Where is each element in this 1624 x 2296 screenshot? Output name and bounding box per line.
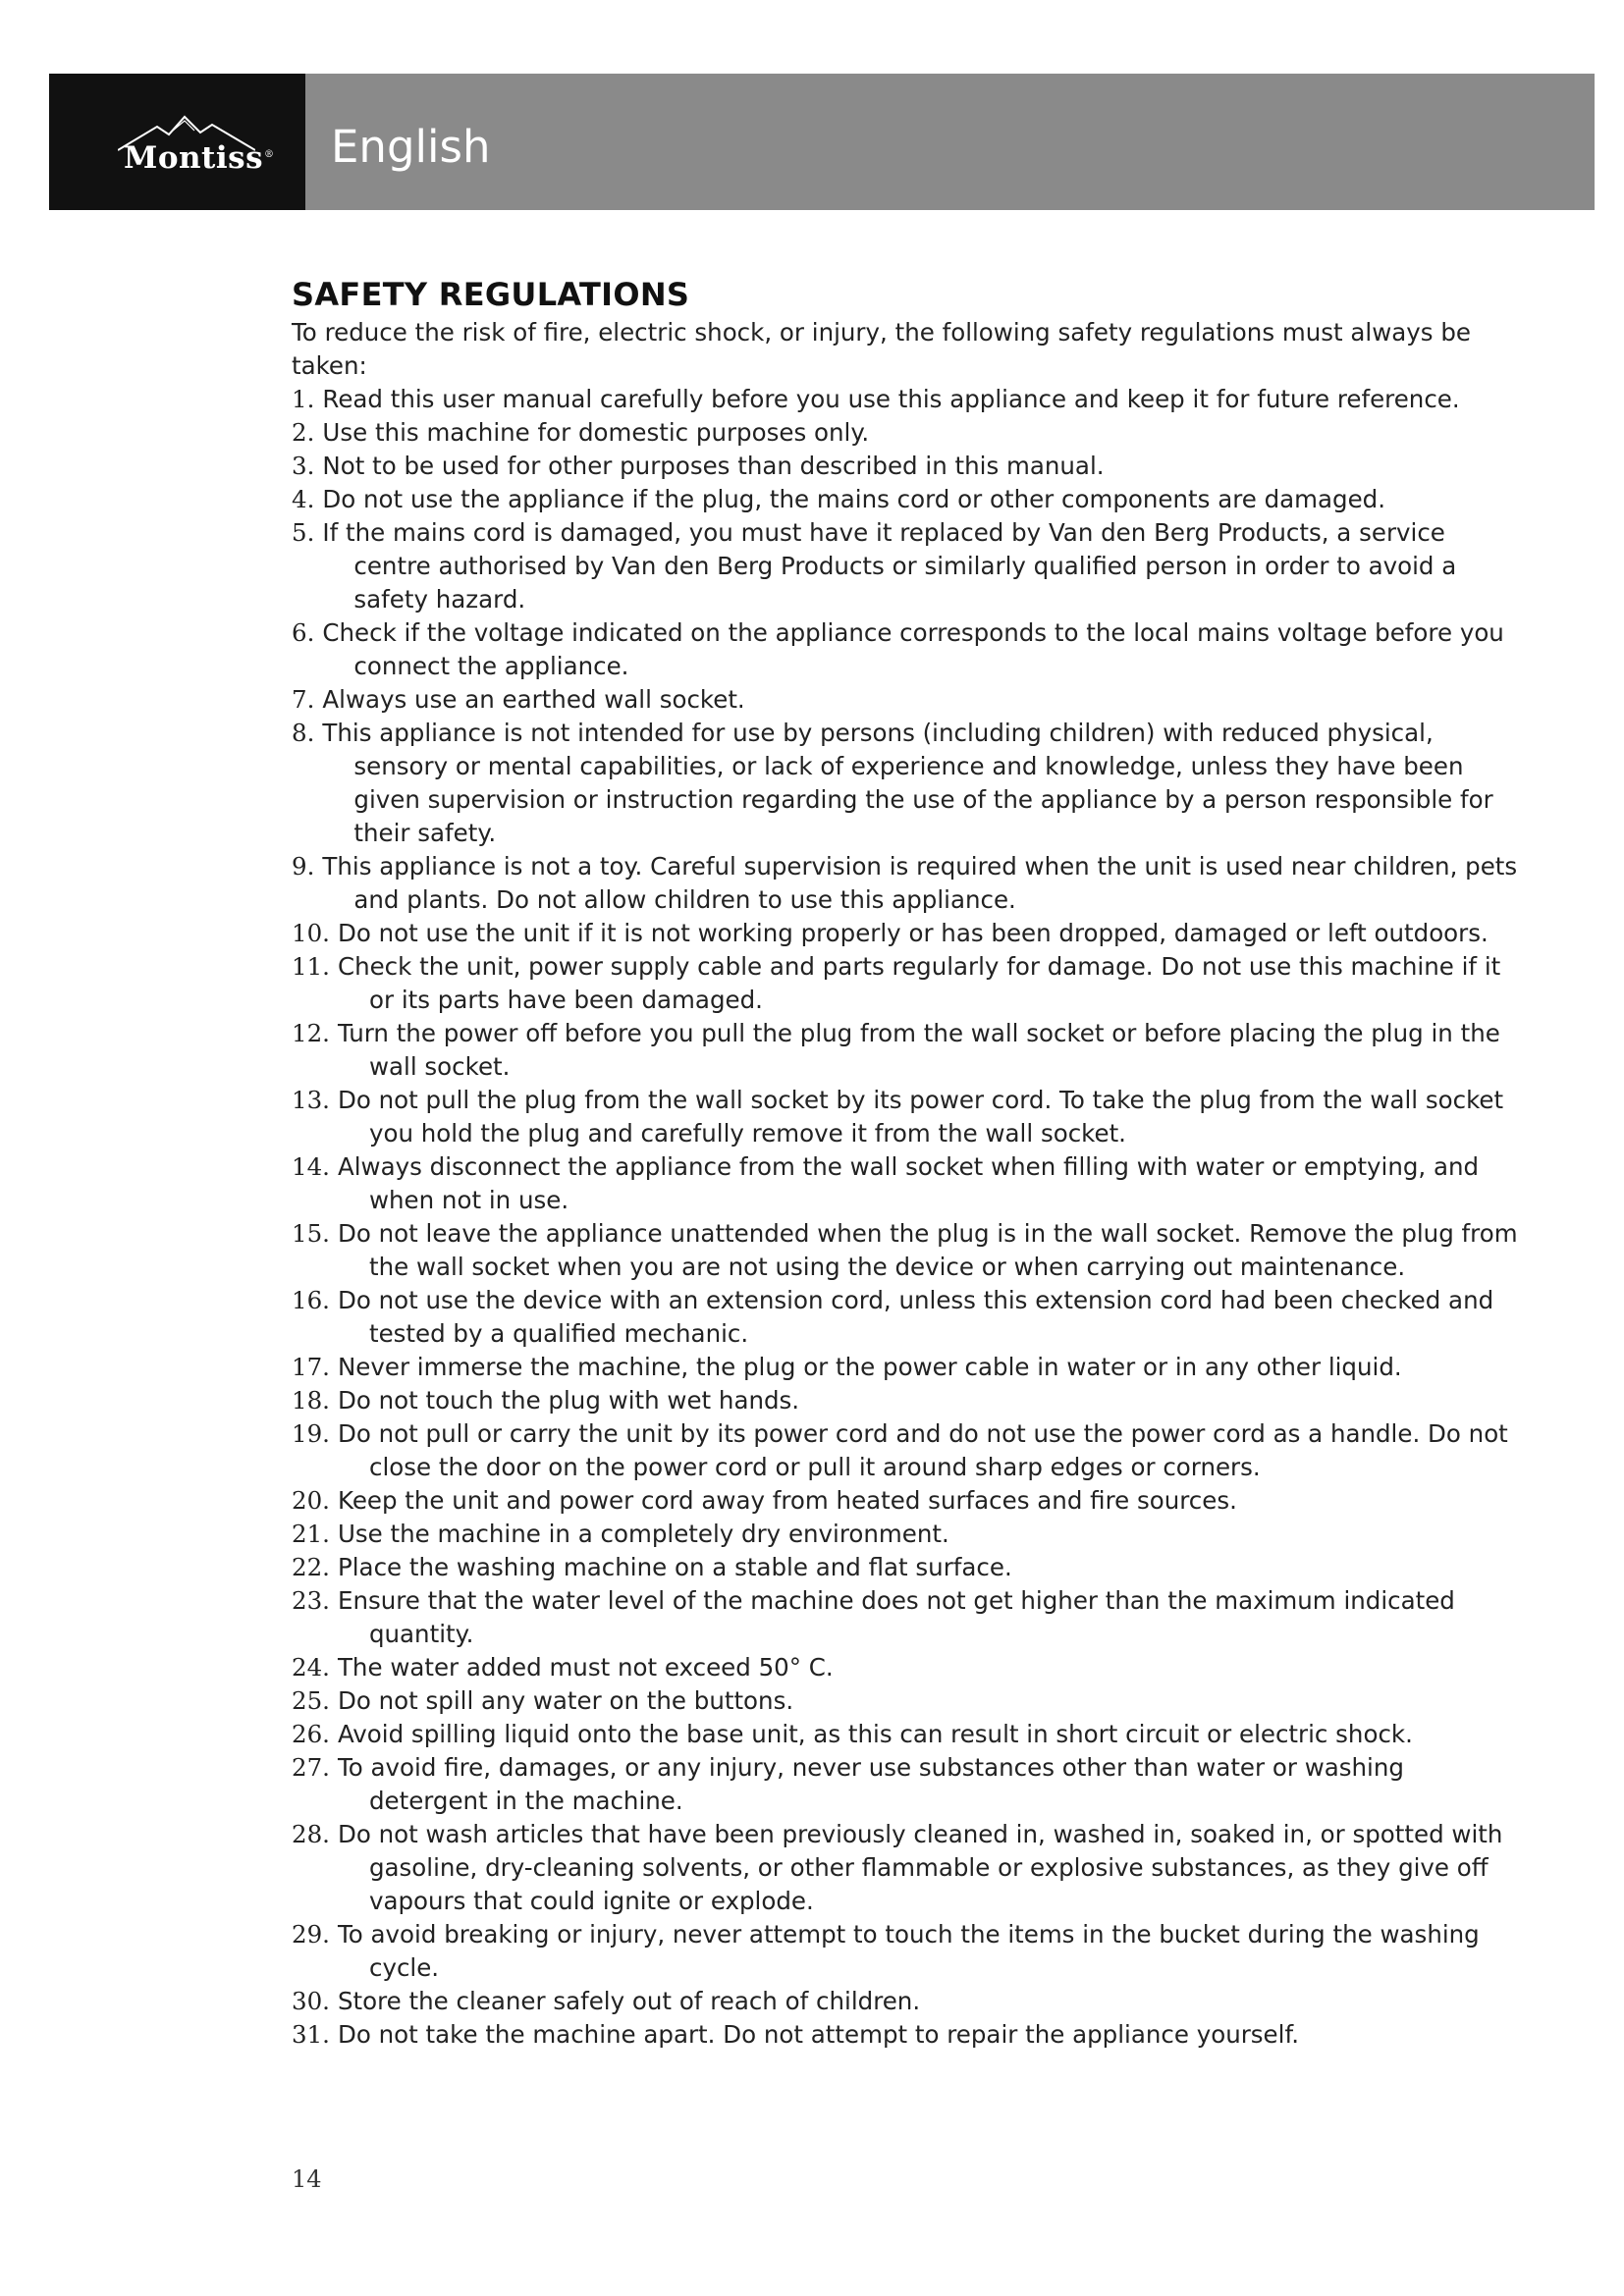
rule-number: 2. <box>292 418 315 447</box>
safety-rule-item <box>292 516 1529 616</box>
rule-text: To avoid breaking or injury, never attempt to touch the items in the bucket during the washing cycle. <box>337 1920 1480 1982</box>
safety-rule-item <box>292 1584 1529 1651</box>
safety-rule-item <box>292 1818 1529 1918</box>
rule-text: Do not touch the plug with wet hands. <box>337 1386 800 1415</box>
safety-rule-item <box>292 1684 1529 1718</box>
rule-number: 29. <box>292 1920 330 1949</box>
rule-text: Do not pull or carry the unit by its power cord and do not use the power cord as a handle. Do not close the door on the power cord or pull it around sharp edges or corners. <box>337 1419 1508 1481</box>
rule-number: 5. <box>292 518 315 547</box>
rule-text: Never immerse the machine, the plug or the power cable in water or in any other liquid. <box>337 1353 1402 1381</box>
rule-number: 12. <box>292 1019 330 1047</box>
rule-number: 10. <box>292 919 330 947</box>
safety-rule-item <box>292 1084 1529 1150</box>
rule-number: 3. <box>292 452 315 480</box>
rule-text: Check if the voltage indicated on the appliance corresponds to the local mains voltage before you connect the appliance. <box>322 618 1504 680</box>
registered-mark: ® <box>264 148 275 160</box>
safety-rule-item <box>292 1284 1529 1351</box>
rule-number: 21. <box>292 1520 330 1548</box>
rule-number: 22. <box>292 1553 330 1581</box>
rule-number: 11. <box>292 952 330 981</box>
safety-rule-item <box>292 1651 1529 1684</box>
section-title: SAFETY REGULATIONS <box>292 276 690 313</box>
rule-number: 24. <box>292 1653 330 1682</box>
safety-rule-item <box>292 1551 1529 1584</box>
safety-rules-list <box>292 383 1529 2052</box>
rule-number: 31. <box>292 2020 330 2049</box>
rule-text: Do not leave the appliance unattended when the plug is in the wall socket. Remove the plug from the wall socket when you are not using the device or when carrying out maintenance. <box>337 1219 1518 1281</box>
rule-text: Turn the power off before you pull the plug from the wall socket or before placing the plug in the wall socket. <box>337 1019 1500 1081</box>
rule-text: Do not take the machine apart. Do not attempt to repair the appliance yourself. <box>337 2020 1300 2049</box>
rule-number: 20. <box>292 1486 330 1515</box>
safety-rule-item <box>292 1518 1529 1551</box>
rule-text: Do not use the device with an extension cord, unless this extension cord had been checked and tested by a qualified mechanic. <box>337 1286 1494 1348</box>
rule-text: Do not use the appliance if the plug, the mains cord or other components are damaged. <box>322 485 1386 513</box>
rule-text: Do not pull the plug from the wall socket by its power cord. To take the plug from the wall socket you hold the plug and carefully remove it from the wall socket. <box>337 1086 1504 1148</box>
safety-rule-item <box>292 383 1529 416</box>
safety-rule-item <box>292 616 1529 683</box>
safety-rule-item <box>292 717 1529 850</box>
safety-rule-item <box>292 1017 1529 1084</box>
rule-text: Do not wash articles that have been previously cleaned in, washed in, soaked in, or spotted with gasoline, dry-cleaning solvents, or other flammable or explosive substances, as they give off vapours that could ignite or explode. <box>337 1820 1503 1915</box>
safety-rule-item <box>292 1484 1529 1518</box>
rule-number: 26. <box>292 1720 330 1748</box>
safety-rule-item <box>292 1217 1529 1284</box>
rule-number: 8. <box>292 719 315 747</box>
main-content <box>292 273 1529 2052</box>
rule-number: 13. <box>292 1086 330 1114</box>
rule-text: Store the cleaner safely out of reach of children. <box>337 1987 921 2015</box>
safety-rule-item <box>292 2018 1529 2052</box>
page-header <box>49 74 1595 210</box>
rule-number: 16. <box>292 1286 330 1314</box>
rule-number: 17. <box>292 1353 330 1381</box>
safety-rule-item <box>292 1918 1529 1985</box>
rule-number: 27. <box>292 1753 330 1782</box>
rule-text: Read this user manual carefully before you use this appliance and keep it for future reference. <box>322 385 1460 413</box>
intro-paragraph: To reduce the risk of fire, electric shock, or injury, the following safety regulations must always be taken: <box>292 318 1471 380</box>
safety-rule-item <box>292 917 1529 950</box>
rule-number: 25. <box>292 1686 330 1715</box>
brand-name: Montiss® <box>124 140 275 176</box>
rule-number: 9. <box>292 852 315 881</box>
rule-text: Use the machine in a completely dry environment. <box>337 1520 949 1548</box>
safety-rule-item <box>292 1718 1529 1751</box>
rule-text: Place the washing machine on a stable and flat surface. <box>337 1553 1012 1581</box>
language-title: English <box>331 121 491 173</box>
rule-number: 30. <box>292 1987 330 2015</box>
rule-text: Avoid spilling liquid onto the base unit, as this can result in short circuit or electric shock. <box>337 1720 1413 1748</box>
rule-number: 7. <box>292 685 315 714</box>
rule-text: Keep the unit and power cord away from heated surfaces and fire sources. <box>337 1486 1237 1515</box>
safety-rule-item <box>292 483 1529 516</box>
rule-number: 4. <box>292 485 315 513</box>
rule-text: Do not spill any water on the buttons. <box>337 1686 794 1715</box>
rule-text: Use this machine for domestic purposes only. <box>322 418 870 447</box>
rule-number: 23. <box>292 1586 330 1615</box>
rule-number: 18. <box>292 1386 330 1415</box>
rule-number: 19. <box>292 1419 330 1448</box>
rule-text: To avoid fire, damages, or any injury, never use substances other than water or washing detergent in the machine. <box>337 1753 1404 1815</box>
safety-rule-item <box>292 416 1529 450</box>
rule-text: Ensure that the water level of the machine does not get higher than the maximum indicated quantity. <box>337 1586 1455 1648</box>
rule-number: 28. <box>292 1820 330 1848</box>
safety-rule-item <box>292 450 1529 483</box>
rule-number: 15. <box>292 1219 330 1248</box>
safety-rule-item <box>292 1417 1529 1484</box>
rule-number: 1. <box>292 385 315 413</box>
safety-rule-item <box>292 1985 1529 2018</box>
rule-text: The water added must not exceed 50° C. <box>337 1653 834 1682</box>
rule-text: If the mains cord is damaged, you must have it replaced by Van den Berg Products, a service centre authorised by Van den Berg Products or similarly qualified person in order to avoid a safety hazard. <box>322 518 1457 614</box>
rule-number: 6. <box>292 618 315 647</box>
safety-rule-item <box>292 950 1529 1017</box>
rule-text: Check the unit, power supply cable and parts regularly for damage. Do not use this machine if it or its parts have been damaged. <box>337 952 1501 1014</box>
brand-logo <box>49 74 305 210</box>
safety-rule-item <box>292 1384 1529 1417</box>
rule-text: This appliance is not a toy. Careful supervision is required when the unit is used near children, pets and plants. Do not allow children to use this appliance. <box>322 852 1518 914</box>
rule-number: 14. <box>292 1152 330 1181</box>
rule-text: Always use an earthed wall socket. <box>322 685 745 714</box>
safety-rule-item <box>292 683 1529 717</box>
safety-rule-item <box>292 1751 1529 1818</box>
safety-rule-item <box>292 1351 1529 1384</box>
rule-text: Always disconnect the appliance from the wall socket when filling with water or emptying, and when not in use. <box>337 1152 1480 1214</box>
rule-text: Do not use the unit if it is not working properly or has been dropped, damaged or left outdoors. <box>337 919 1489 947</box>
safety-rule-item <box>292 850 1529 917</box>
rule-text: This appliance is not intended for use by persons (including children) with reduced physical, sensory or mental capabilities, or lack of experience and knowledge, unless they have been given supervision or instruction regarding the use of the appliance by a person responsible for their safety. <box>322 719 1493 847</box>
page-number: 14 <box>292 2165 322 2193</box>
rule-text: Not to be used for other purposes than described in this manual. <box>322 452 1105 480</box>
safety-rule-item <box>292 1150 1529 1217</box>
